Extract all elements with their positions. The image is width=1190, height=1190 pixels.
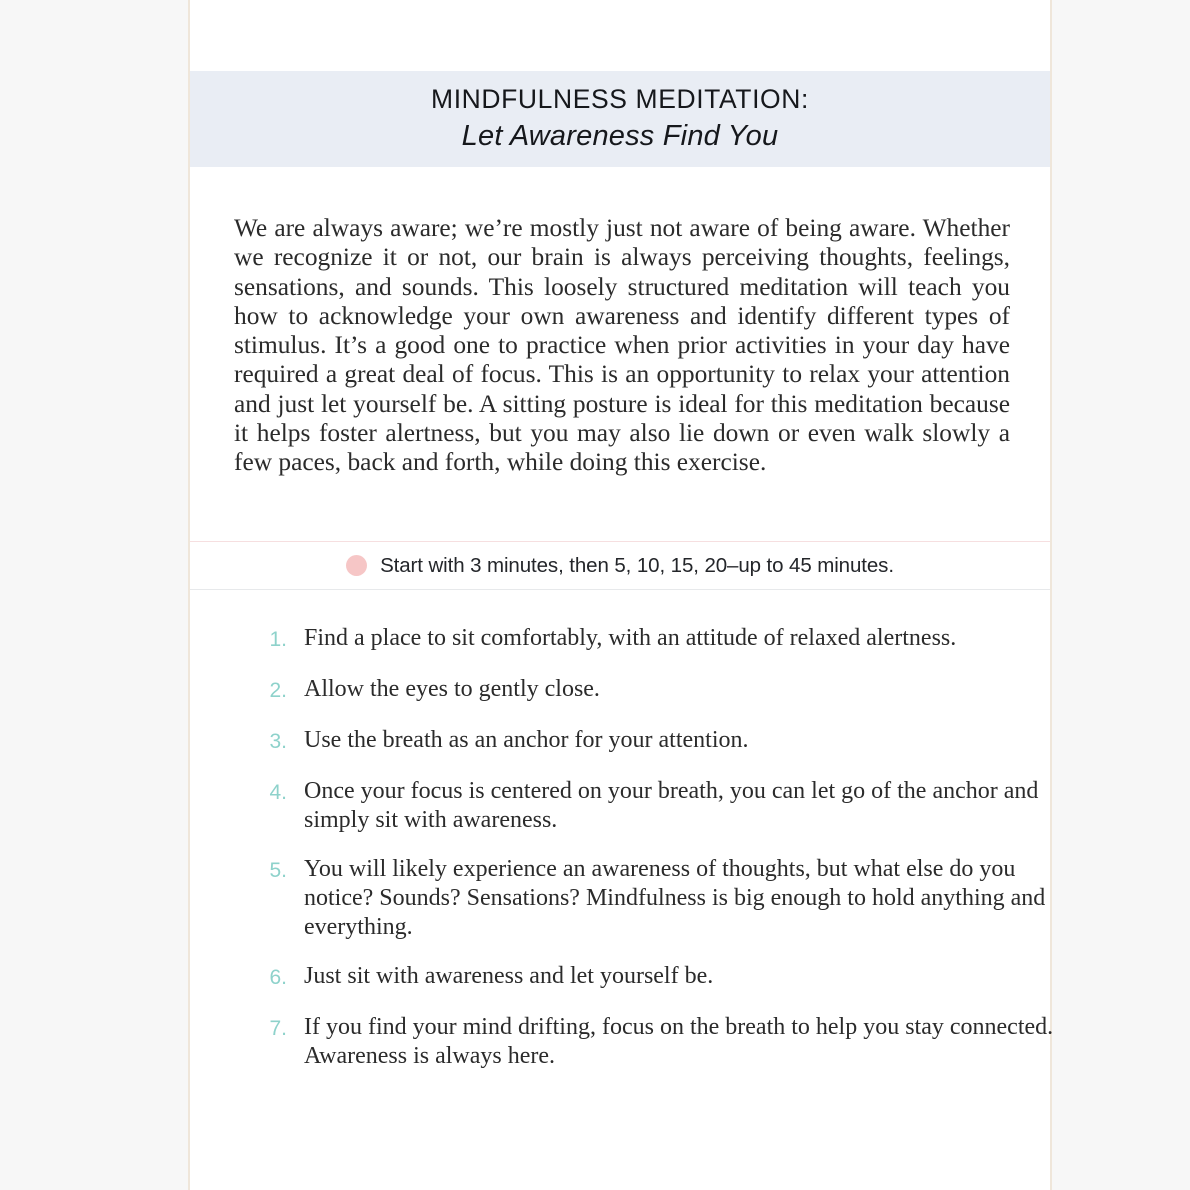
pink-dot-icon	[346, 555, 367, 576]
timing-text: Start with 3 minutes, then 5, 10, 15, 20–up to 45 minutes.	[380, 553, 894, 577]
page-title: MINDFULNESS MEDITATION:	[431, 84, 809, 115]
intro-section	[234, 214, 1010, 478]
list-item	[257, 777, 1067, 835]
instruction-steps-list	[217, 624, 1067, 1091]
document-page	[188, 0, 1052, 1190]
step-text: If you find your mind drifting, focus on the breath to help you stay connected. Awareness is always here.	[304, 1014, 1054, 1069]
step-number: 7.	[269, 1017, 287, 1040]
list-item	[257, 1013, 1067, 1071]
list-item	[257, 624, 1067, 655]
step-number: 4.	[269, 781, 287, 804]
step-text: Just sit with awareness and let yourself be.	[304, 963, 714, 989]
step-text: Use the breath as an anchor for your attention.	[304, 727, 749, 753]
list-item	[257, 855, 1067, 942]
step-text: Find a place to sit comfortably, with an attitude of relaxed alertness.	[304, 625, 957, 651]
intro-paragraph: We are always aware; we’re mostly just not aware of being aware. Whether we recognize it or not, our brain is always perceiving thoughts, feelings, sensations, and sounds. This loosely structured meditation will teach you how to acknowledge your own awareness and identify different types of stimulus. It’s a good one to practice when prior activities in your day have required a great deal of focus. This is an opportunity to relax your attention and just let yourself be. A sitting posture is ideal for this meditation because it helps foster alertness, but you may also lie down or even walk slowly a few paces, back and forth, while doing this exercise.	[234, 214, 1010, 477]
timing-strip	[190, 542, 1050, 589]
header-band	[190, 71, 1050, 167]
list-item	[257, 962, 1067, 993]
step-number: 3.	[269, 730, 287, 753]
page-subtitle: Let Awareness Find You	[461, 120, 779, 153]
step-text: You will likely experience an awareness of thoughts, but what else do you notice? Sounds? Sensations? Mindfulness is big enough to hold anything and everything.	[304, 856, 1046, 940]
step-number: 6.	[269, 966, 287, 989]
step-text: Allow the eyes to gently close.	[304, 676, 600, 702]
step-text: Once your focus is centered on your breath, you can let go of the anchor and simply sit with awareness.	[304, 778, 1039, 833]
list-item	[257, 675, 1067, 706]
step-number: 2.	[269, 679, 287, 702]
divider-grey	[190, 589, 1050, 590]
step-number: 1.	[269, 628, 287, 651]
step-number: 5.	[269, 859, 287, 882]
list-item	[257, 726, 1067, 757]
